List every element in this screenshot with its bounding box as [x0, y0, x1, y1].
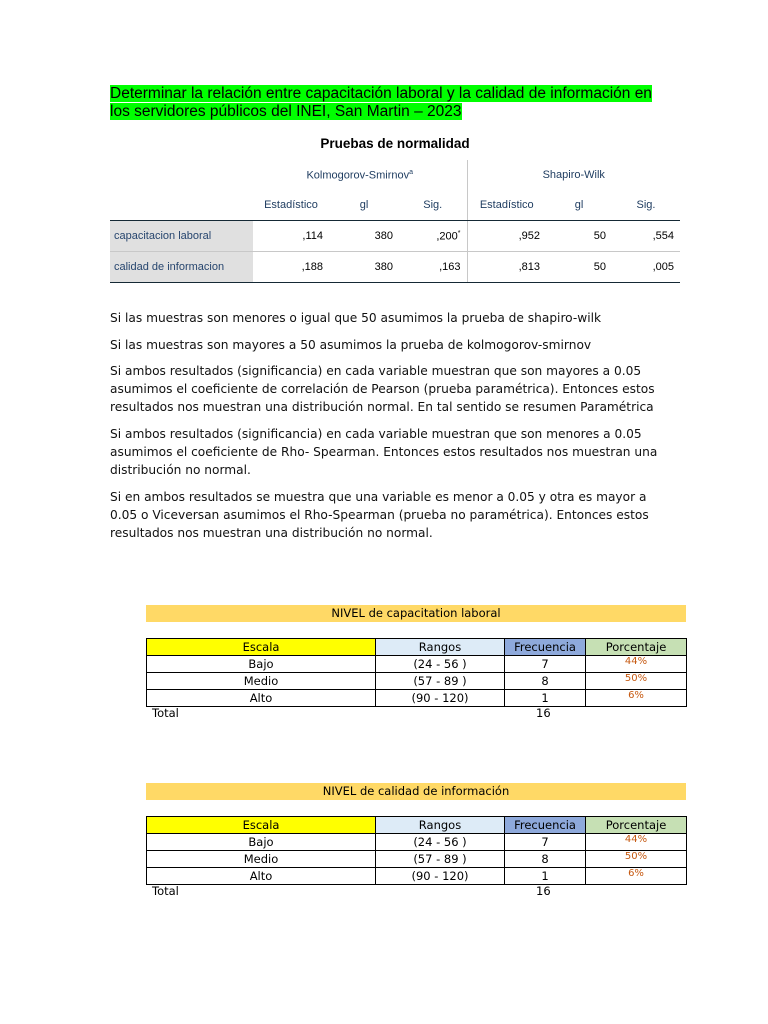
col-header: Sig. [399, 190, 467, 221]
col-header: Frecuencia [505, 639, 586, 656]
table-row: Medio (57 - 89 ) 8 50% [147, 673, 687, 690]
col-header: Escala [147, 639, 376, 656]
normality-table [110, 160, 680, 283]
paragraph: Si ambos resultados (significancia) en cada variable muestran que son menores a 0.05 asumimos el coeficiente de Rho- Spearman. Entonces estos resultados nos muestran una distribución no normal. [110, 427, 658, 477]
table-row: Alto (90 - 120) 1 6% [147, 690, 687, 707]
table-row: Bajo (24 - 56 ) 7 44% [147, 656, 687, 673]
level-table [146, 816, 687, 885]
paragraph: Si las muestras son mayores a 50 asumimos la prueba de kolmogorov-smirnov [110, 338, 592, 352]
level-table [146, 638, 687, 707]
row-label: capacitacion laboral [110, 221, 253, 252]
level-title: NIVEL de calidad de información [146, 783, 686, 800]
paragraph: Si las muestras son menores o igual que 50 asumimos la prueba de shapiro-wilk [110, 311, 602, 325]
heading-text: Determinar la relación entre capacitación laboral y la calidad de información en los servidores públicos del INEI, San Martin – 2023 [110, 85, 652, 120]
table-row: Bajo (24 - 56 ) 7 44% [147, 834, 687, 851]
total-value: 16 [536, 706, 551, 720]
col-header: Estadístico [467, 190, 546, 221]
col-header: gl [329, 190, 399, 221]
table-row: Medio (57 - 89 ) 8 50% [147, 851, 687, 868]
total-value: 16 [536, 884, 551, 898]
total-label: Total [152, 884, 179, 898]
level-title: NIVEL de capacitation laboral [146, 605, 686, 622]
paragraph: Si en ambos resultados se muestra que una variable es menor a 0.05 y otra es mayor a 0.05 o Viceversan asumimos el Rho-Spearman (prueba no paramétrica). Entonces estos resultados nos muestran una distribución no normal. [110, 490, 649, 540]
col-header: Sig. [612, 190, 680, 221]
col-header: Rangos [376, 817, 505, 834]
col-header: Estadístico [253, 190, 329, 221]
group-kolmogorov: Kolmogorov-Smirnov$^a$ [306, 168, 414, 182]
table-row: Alto (90 - 120) 1 6% [147, 868, 687, 885]
normality-title: Pruebas de normalidad [320, 136, 470, 151]
document-heading [110, 85, 670, 121]
table-row: capacitacion laboral ,114 380 ,200* ,952 50 ,554 [110, 221, 680, 252]
col-header: gl [546, 190, 612, 221]
col-header: Frecuencia [505, 817, 586, 834]
col-header: Escala [147, 817, 376, 834]
group-shapiro: Shapiro-Wilk [467, 160, 680, 190]
table-row: calidad de informacion ,188 380 ,163 ,813 50 ,005 [110, 252, 680, 283]
col-header: Rangos [376, 639, 505, 656]
total-label: Total [152, 706, 179, 720]
col-header: Porcentaje [586, 817, 687, 834]
row-label: calidad de informacion [110, 252, 253, 283]
paragraph: Si ambos resultados (significancia) en cada variable muestran que son mayores a 0.05 asumimos el coeficiente de correlación de Pearson (prueba paramétrica). Entonces estos resultados nos muestran una distribución normal. En tal sentido se resumen Paramétrica [110, 364, 655, 414]
col-header: Porcentaje [586, 639, 687, 656]
